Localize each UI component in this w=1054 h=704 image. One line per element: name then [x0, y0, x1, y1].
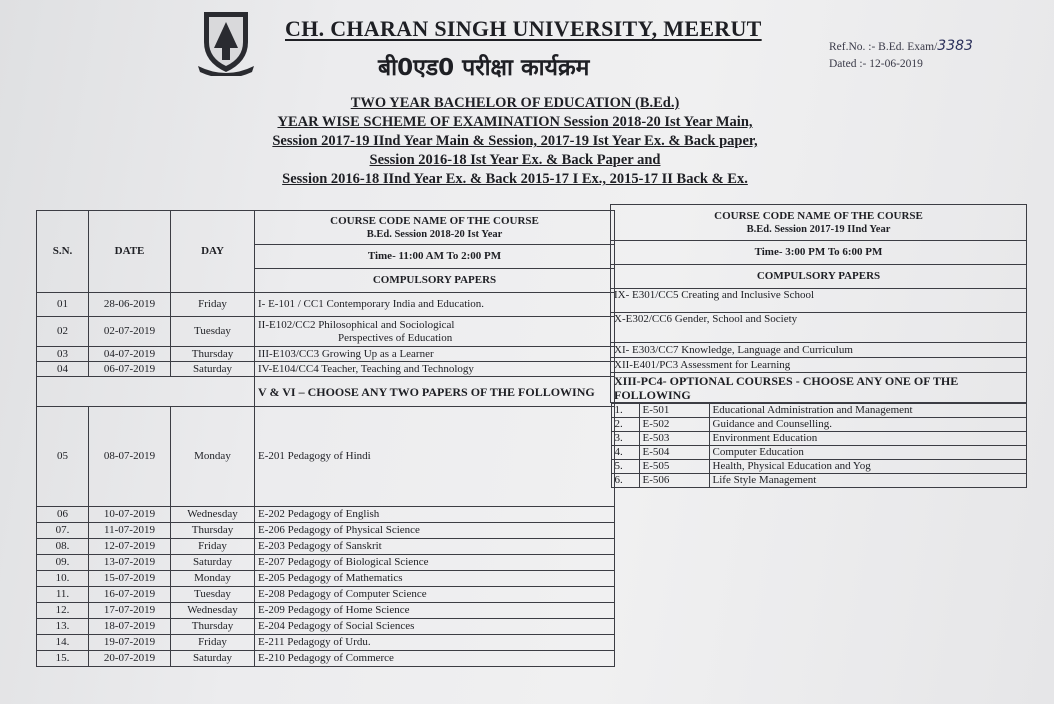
course-cell: E-202 Pedagogy of English: [255, 507, 615, 523]
reference-block: [829, 38, 973, 73]
table-row: [37, 555, 615, 571]
day-cell: Monday: [171, 407, 255, 507]
day-cell: Saturday: [171, 651, 255, 667]
optional-code: E-502: [639, 418, 709, 432]
date-cell: 13-07-2019: [89, 555, 171, 571]
optional-course-row: [611, 418, 1026, 432]
optional-number: 4.: [611, 446, 639, 460]
optional-name: Health, Physical Education and Yog: [709, 460, 1026, 474]
optional-number: 5.: [611, 460, 639, 474]
date-cell: 02-07-2019: [89, 317, 171, 347]
optional-name: Life Style Management: [709, 474, 1026, 488]
date-cell: 28-06-2019: [89, 293, 171, 317]
exam-heading: [0, 94, 1030, 189]
sn-cell: 07.: [37, 523, 89, 539]
optional-name: Computer Education: [709, 446, 1026, 460]
day-cell: Friday: [171, 293, 255, 317]
time-label: Time- 3:00 PM To 6:00 PM: [611, 241, 1027, 265]
table-row: [37, 293, 615, 317]
table-row: [37, 603, 615, 619]
heading-line: Session 2017-19 IInd Year Main & Session, 2017-19 Ist Year Ex. & Back paper,: [272, 133, 758, 149]
course-cell: E-206 Pedagogy of Physical Science: [255, 523, 615, 539]
sn-cell: 04: [37, 362, 89, 377]
heading-line: Session 2016-18 Ist Year Ex. & Back Paper and: [369, 152, 661, 168]
second-year-table: [610, 204, 1027, 488]
header-day: DAY: [171, 211, 255, 293]
date-cell: 04-07-2019: [89, 347, 171, 362]
optional-heading: XIII-PC4- OPTIONAL COURSES - CHOOSE ANY ONE OF THE FOLLOWING: [611, 373, 1027, 403]
date-cell: 15-07-2019: [89, 571, 171, 587]
table-row: [37, 619, 615, 635]
optional-name: Environment Education: [709, 432, 1026, 446]
day-cell: Tuesday: [171, 317, 255, 347]
date-cell: 17-07-2019: [89, 603, 171, 619]
sn-cell: 05: [37, 407, 89, 507]
optional-course-row: [611, 460, 1026, 474]
course-cell: E-204 Pedagogy of Social Sciences: [255, 619, 615, 635]
optional-course-row: [611, 432, 1026, 446]
heading-line: Session 2016-18 IInd Year Ex. & Back 2015-17 I Ex., 2015-17 II Back & Ex.: [282, 171, 748, 187]
table-row: [37, 635, 615, 651]
table-row: [37, 587, 615, 603]
course-header-title: COURSE CODE NAME OF THE COURSE: [330, 214, 539, 227]
sn-cell: 01: [37, 293, 89, 317]
ref-number: Ref.No. :- B.Ed. Exam/: [829, 41, 938, 53]
table-row: [37, 362, 615, 377]
date-cell: 11-07-2019: [89, 523, 171, 539]
sn-cell: 08.: [37, 539, 89, 555]
course-line: Perspectives of Education: [338, 331, 453, 344]
optional-course-row: [611, 446, 1026, 460]
optional-code: E-503: [639, 432, 709, 446]
table-row: [37, 407, 615, 507]
optional-number: 1.: [611, 404, 639, 418]
day-cell: Thursday: [171, 523, 255, 539]
sn-cell: 02: [37, 317, 89, 347]
ref-number-handwritten: 3383: [937, 38, 973, 54]
date-cell: 19-07-2019: [89, 635, 171, 651]
table-row: [37, 317, 615, 347]
session-label: B.Ed. Session 2017-19 IInd Year: [746, 223, 891, 235]
table-row: [37, 507, 615, 523]
course-cell: I- E-101 / CC1 Contemporary India and Education.: [255, 293, 615, 317]
date-cell: 12-07-2019: [89, 539, 171, 555]
day-cell: Tuesday: [171, 587, 255, 603]
optional-course-row: [611, 404, 1026, 418]
course-cell: E-205 Pedagogy of Mathematics: [255, 571, 615, 587]
heading-line: YEAR WISE SCHEME OF EXAMINATION Session 2018-20 Ist Year Main,: [277, 114, 753, 130]
compulsory-label: COMPULSORY PAPERS: [611, 265, 1027, 289]
course-header: [255, 211, 615, 245]
day-cell: Friday: [171, 635, 255, 651]
heading-line: TWO YEAR BACHELOR OF EDUCATION (B.Ed.): [350, 95, 680, 111]
optional-list-cell: [611, 403, 1027, 489]
header-date: DATE: [89, 211, 171, 293]
sn-cell: 09.: [37, 555, 89, 571]
optional-code: E-506: [639, 474, 709, 488]
day-cell: Friday: [171, 539, 255, 555]
sn-cell: 12.: [37, 603, 89, 619]
optional-courses-table: [611, 403, 1027, 488]
course-cell: IV-E104/CC4 Teacher, Teaching and Technology: [255, 362, 615, 377]
optional-name: Guidance and Counselling.: [709, 418, 1026, 432]
time-label: Time- 11:00 AM To 2:00 PM: [255, 245, 615, 269]
course-cell: E-211 Pedagogy of Urdu.: [255, 635, 615, 651]
day-cell: Monday: [171, 571, 255, 587]
sn-cell: 03: [37, 347, 89, 362]
optional-code: E-501: [639, 404, 709, 418]
course-cell: E-203 Pedagogy of Sanskrit: [255, 539, 615, 555]
table-row: [37, 651, 615, 667]
day-cell: Wednesday: [171, 507, 255, 523]
course-cell: III-E103/CC3 Growing Up as a Learner: [255, 347, 615, 362]
day-cell: Thursday: [171, 347, 255, 362]
sn-cell: 14.: [37, 635, 89, 651]
blank-cell: [37, 377, 255, 407]
university-name: CH. CHARAN SINGH UNIVERSITY, MEERUT: [285, 16, 762, 41]
course-line: II-E102/CC2 Philosophical and Sociological: [258, 318, 455, 331]
table-row: [37, 539, 615, 555]
university-logo: [196, 8, 256, 76]
date-cell: 20-07-2019: [89, 651, 171, 667]
table-row: [37, 347, 615, 362]
course-header: [611, 205, 1027, 241]
optional-course-row: [611, 474, 1026, 488]
course-cell: X-E302/CC6 Gender, School and Society: [611, 313, 1027, 343]
sn-cell: 06: [37, 507, 89, 523]
sn-cell: 13.: [37, 619, 89, 635]
day-cell: Thursday: [171, 619, 255, 635]
date-cell: 06-07-2019: [89, 362, 171, 377]
compulsory-label: COMPULSORY PAPERS: [255, 269, 615, 293]
first-year-table: [36, 210, 615, 667]
sn-cell: 10.: [37, 571, 89, 587]
course-cell: E-210 Pedagogy of Commerce: [255, 651, 615, 667]
date-cell: 10-07-2019: [89, 507, 171, 523]
optional-name: Educational Administration and Management: [709, 404, 1026, 418]
table-row: [37, 571, 615, 587]
course-header-title: COURSE CODE NAME OF THE COURSE: [714, 209, 923, 222]
sn-cell: 15.: [37, 651, 89, 667]
day-cell: Wednesday: [171, 603, 255, 619]
day-cell: Saturday: [171, 362, 255, 377]
table-row: [37, 523, 615, 539]
choose-heading: V & VI – CHOOSE ANY TWO PAPERS OF THE FOLLOWING: [255, 377, 615, 407]
dated: Dated :- 12-06-2019: [829, 58, 923, 70]
course-cell: E-209 Pedagogy of Home Science: [255, 603, 615, 619]
date-cell: 16-07-2019: [89, 587, 171, 603]
session-label: B.Ed. Session 2018-20 Ist Year: [366, 228, 503, 240]
optional-number: 3.: [611, 432, 639, 446]
day-cell: Saturday: [171, 555, 255, 571]
optional-code: E-505: [639, 460, 709, 474]
date-cell: 18-07-2019: [89, 619, 171, 635]
optional-code: E-504: [639, 446, 709, 460]
header-sn: S.N.: [37, 211, 89, 293]
optional-number: 6.: [611, 474, 639, 488]
course-cell: E-207 Pedagogy of Biological Science: [255, 555, 615, 571]
course-cell: XI- E303/CC7 Knowledge, Language and Curriculum: [611, 343, 1027, 358]
course-cell: E-201 Pedagogy of Hindi: [255, 407, 615, 507]
course-cell: IX- E301/CC5 Creating and Inclusive School: [611, 289, 1027, 313]
date-cell: 08-07-2019: [89, 407, 171, 507]
course-cell: E-208 Pedagogy of Computer Science: [255, 587, 615, 603]
course-cell: [255, 317, 615, 347]
course-cell: XII-E401/PC3 Assessment for Learning: [611, 358, 1027, 373]
sn-cell: 11.: [37, 587, 89, 603]
optional-number: 2.: [611, 418, 639, 432]
hindi-title: बी0एड0 परीक्षा कार्यक्रम: [378, 55, 590, 81]
